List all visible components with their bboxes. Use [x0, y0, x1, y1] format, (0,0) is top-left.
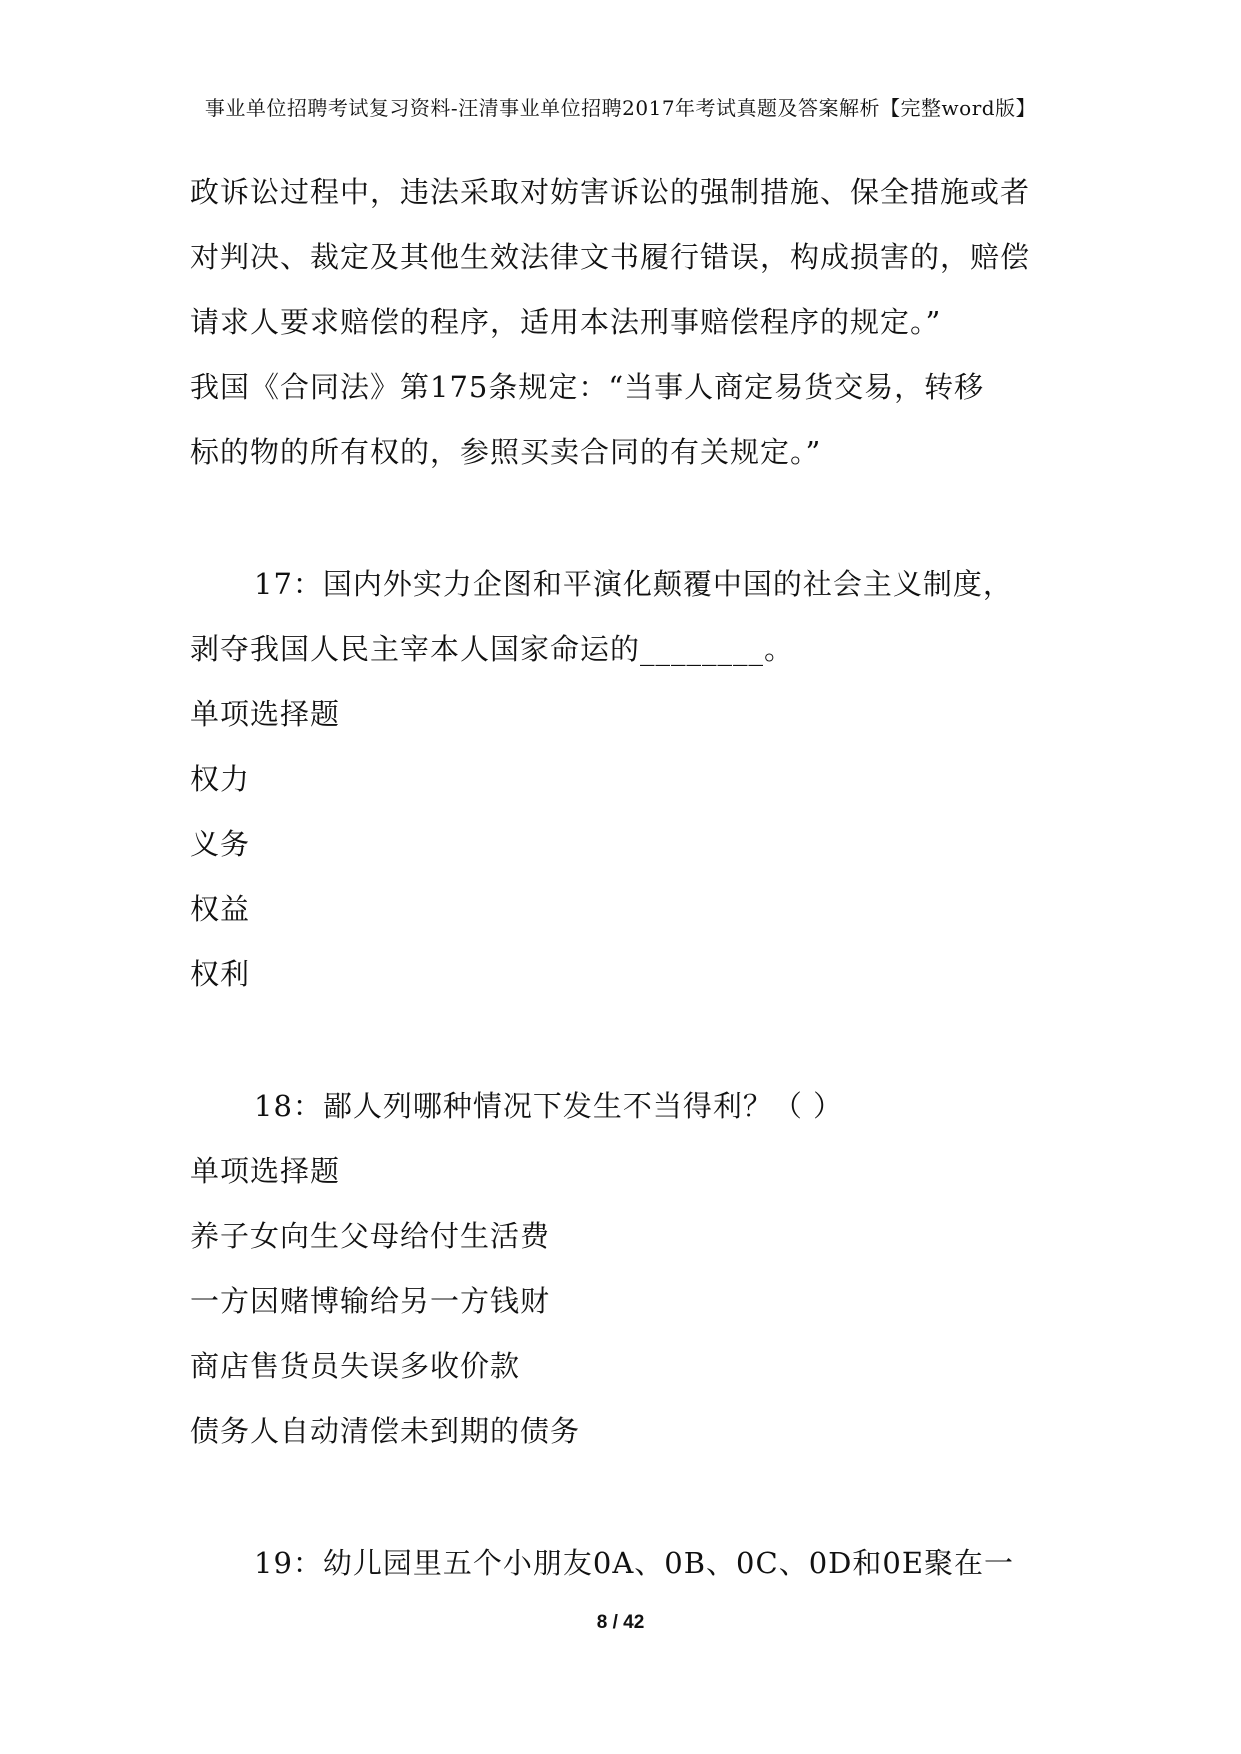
question-17-option: 权益 — [190, 892, 251, 926]
question-18-option: 商店售货员失误多收价款 — [190, 1349, 521, 1383]
question-18-option: 债务人自动清偿未到期的债务 — [190, 1414, 581, 1448]
question-19-stem: 19：幼儿园里五个小朋友0A、0B、0C、0D和0E聚在一 — [254, 1546, 1015, 1580]
question-18-type: 单项选择题 — [190, 1154, 341, 1188]
spacer — [190, 485, 1060, 552]
text-line: 请求人要求赔偿的程序，适用本法刑事赔偿程序的规定。” — [190, 305, 942, 339]
text-line: 政诉讼过程中，违法采取对妨害诉讼的强制措施、保全措施或者 — [190, 175, 1031, 209]
question-17-type: 单项选择题 — [190, 697, 341, 731]
question-18-option: 一方因赌博输给另一方钱财 — [190, 1284, 551, 1318]
text-line: 标的物的所有权的，参照买卖合同的有关规定。” — [190, 435, 822, 469]
text-line: 对判决、裁定及其他生效法律文书履行错误，构成损害的，赔偿 — [190, 240, 1031, 274]
question-17-option: 权利 — [190, 957, 251, 991]
page-number: 8 / 42 — [596, 1612, 645, 1633]
question-18-stem: 18：鄙人列哪种情况下发生不当得利？（ ） — [254, 1089, 844, 1123]
text-line: 我国《合同法》第175条规定：“当事人商定易货交易，转移 — [190, 370, 985, 404]
question-17-stem: 17：国内外实力企图和平演化颠覆中国的社会主义制度， — [254, 567, 1013, 601]
spacer — [190, 1007, 1060, 1074]
question-18-option: 养子女向生父母给付生活费 — [190, 1219, 551, 1253]
question-17-option: 义务 — [190, 827, 251, 861]
document-body — [190, 160, 1060, 1596]
question-17-option: 权力 — [190, 762, 251, 796]
page-header: 事业单位招聘考试复习资料-汪清事业单位招聘2017年考试真题及答案解析【完整word版】 — [204, 96, 1037, 120]
spacer — [190, 1464, 1060, 1531]
question-17-stem-cont: 剥夺我国人民主宰本人国家命运的________。 — [190, 632, 795, 666]
